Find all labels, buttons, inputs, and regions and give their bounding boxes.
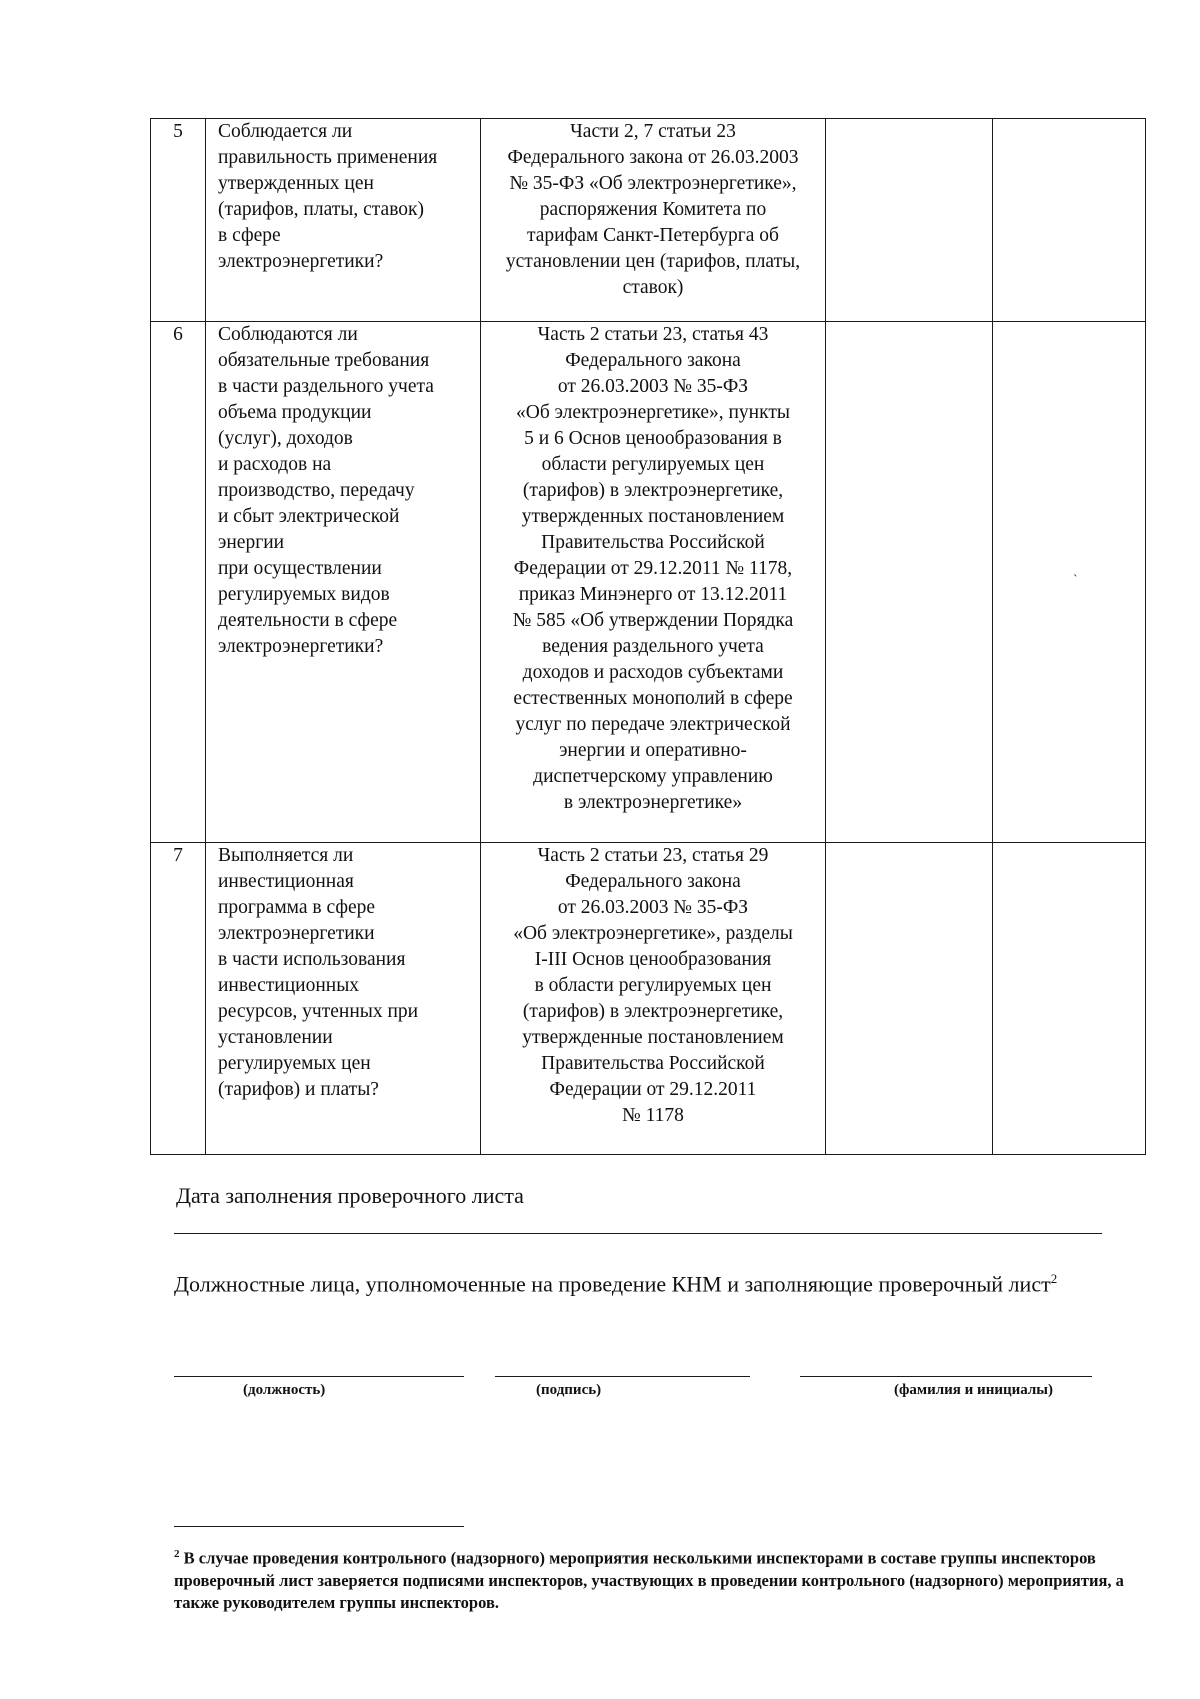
comment-cell[interactable] xyxy=(993,843,1146,1155)
footnote-text: В случае проведения контрольного (надзорного) мероприятия несколькими инспекторами в составе группы инспекторов проверочный лист заверяется подписями инспекторов, участвующих в проведении контрольного (надзорного) мероприятия, а также руководителем группы инспекторов. xyxy=(174,1548,1124,1612)
officials-text: Должностные лица, уполномоченные на проведение КНМ и заполняющие проверочный лист xyxy=(174,1271,1051,1297)
table-row xyxy=(151,322,1146,843)
answer-cell[interactable] xyxy=(826,843,993,1155)
row-legal-basis: Часть 2 статьи 23, статья 43 Федерального закона от 26.03.2003 № 35-ФЗ «Об электроэнергетике», пункты 5 и 6 Основ ценообразования в области регулируемых цен (тарифов) в электроэнергетике, утвержденных постановлением Правительства Российской Федерации от 29.12.2011 № 1178, приказ Минэнерго от 13.12.2011 № 585 «Об утверждении Порядка ведения раздельного учета доходов и расходов субъектами естественных монополий в сфере услуг по передаче электрической энергии и оперативно- диспетчерскому управлению в электроэнергетике» xyxy=(481,322,826,843)
footnote-reference[interactable]: 2 xyxy=(1050,1271,1058,1286)
position-line[interactable] xyxy=(174,1376,464,1377)
name-line[interactable] xyxy=(800,1376,1092,1377)
table-row xyxy=(151,843,1146,1155)
checklist-table xyxy=(150,118,1146,1155)
table-row xyxy=(151,119,1146,322)
row-number: 5 xyxy=(151,119,206,322)
footnote-marker: 2 xyxy=(174,1548,180,1560)
signature-line[interactable] xyxy=(495,1376,750,1377)
row-number: 7 xyxy=(151,843,206,1155)
fill-date-line[interactable] xyxy=(174,1233,1102,1234)
footnote xyxy=(174,1543,1124,1614)
footnote-divider xyxy=(174,1526,464,1527)
answer-cell[interactable] xyxy=(826,322,993,843)
name-caption: (фамилия и инициалы) xyxy=(894,1382,1054,1398)
stray-mark: ` xyxy=(1073,573,1078,588)
row-number: 6 xyxy=(151,322,206,843)
row-legal-basis: Части 2, 7 статьи 23 Федерального закона от 26.03.2003 № 35-ФЗ «Об электроэнергетике», распоряжения Комитета по тарифам Санкт-Петербурга об установлении цен (тарифов, платы, ставок) xyxy=(481,119,826,322)
comment-cell[interactable] xyxy=(993,322,1146,843)
fill-date-label: Дата заполнения проверочного листа xyxy=(176,1183,524,1208)
row-question: Соблюдаются ли обязательные требования в части раздельного учета объема продукции (услуг), доходов и расходов на производство, передачу и сбыт электрической энергии при осуществлении регулируемых видов деятельности в сфере электроэнергетики? xyxy=(206,322,481,843)
row-question: Выполняется ли инвестиционная программа в сфере электроэнергетики в части использования инвестиционных ресурсов, учтенных при установлении регулируемых цен (тарифов) и платы? xyxy=(206,843,481,1155)
row-legal-basis: Часть 2 статьи 23, статья 29 Федерального закона от 26.03.2003 № 35-ФЗ «Об электроэнергетике», разделы I-III Основ ценообразования в области регулируемых цен (тарифов) в электроэнергетике, утвержденные постановлением Правительства Российской Федерации от 29.12.2011 № 1178 xyxy=(481,843,826,1155)
signature-caption: (подпись) xyxy=(536,1382,602,1398)
comment-cell[interactable] xyxy=(993,119,1146,322)
answer-cell[interactable] xyxy=(826,119,993,322)
officials-label xyxy=(174,1266,1104,1297)
row-question: Соблюдается ли правильность применения утвержденных цен (тарифов, платы, ставок) в сфере электроэнергетики? xyxy=(206,119,481,322)
position-caption: (должность) xyxy=(243,1382,326,1398)
